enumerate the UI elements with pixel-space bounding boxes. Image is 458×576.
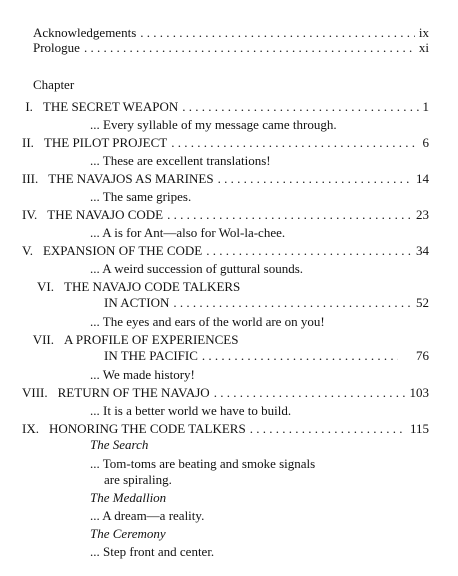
chapter-number: III. [22,171,39,186]
chapter-title: THE NAVAJO CODE [47,207,164,222]
entry-page: 52 [416,295,429,310]
section-epigraph: ... Step front and center. [90,544,215,559]
toc-entry-chapter-7-continued[interactable] [104,348,429,364]
entry-page: 115 [409,421,429,436]
chapter-epigraph: ... A is for Ant—also for Wol-la-chee. [90,225,286,240]
dot-leader [202,348,398,364]
chapter-epigraph: ... It is a better world we have to build. [90,403,292,418]
chapter-number: VIII. [22,385,48,400]
entry-page: 14 [416,171,429,186]
section-epigraph-continued: are spiraling. [104,472,172,487]
chapter-title: A PROFILE OF EXPERIENCES [64,332,239,347]
chapter-number: V. [22,243,33,258]
chapter-title-continued: IN ACTION [104,295,170,310]
chapter-epigraph: ... A weird succession of guttural sounds. [90,261,304,276]
toc-entry-acknowledgements[interactable] [33,25,429,41]
dot-leader [167,207,412,223]
dot-leader [171,135,418,151]
entry-page: 103 [409,385,429,400]
chapter-title: THE NAVAJO CODE TALKERS [64,279,241,294]
entry-page: xi [418,40,429,55]
entry-page: 76 [416,348,429,363]
dot-leader [250,421,406,437]
section-heading-the-ceremony: The Ceremony [90,526,166,541]
section-epigraph: ... A dream—a reality. [90,508,205,523]
dot-leader [140,25,415,41]
entry-page: 1 [422,99,429,114]
toc-entry-chapter-1[interactable] [22,99,429,115]
dot-leader [173,295,412,311]
chapter-epigraph: ... The eyes and ears of the world are on you! [90,314,325,329]
chapter-number: IX. [22,421,39,436]
dot-leader [182,99,418,115]
chapter-epigraph: ... Every syllable of my message came through. [90,117,337,132]
toc-entry-chapter-2[interactable] [22,135,429,151]
entry-page: 23 [416,207,429,222]
chapter-number: VII. [32,332,54,347]
toc-entry-prologue[interactable] [33,40,429,56]
section-heading-the-search: The Search [90,437,149,452]
toc-entry-chapter-3[interactable] [22,171,429,187]
entry-title: Acknowledgements [33,25,137,40]
chapter-title: HONORING THE CODE TALKERS [48,421,246,436]
chapter-title-continued: IN THE PACIFIC [104,348,198,363]
toc-entry-chapter-4[interactable] [22,207,429,223]
entry-page: ix [418,25,429,40]
dot-leader [84,40,415,56]
chapter-title: THE NAVAJOS AS MARINES [48,171,214,186]
dot-leader [214,385,406,401]
chapter-epigraph: ... These are excellent translations! [90,153,271,168]
section-heading-the-medallion: The Medallion [90,490,167,505]
entry-page: 34 [416,243,429,258]
toc-entry-chapter-6[interactable] [22,279,429,295]
chapter-number: II. [22,135,34,150]
chapter-epigraph: ... We made history! [90,367,195,382]
chapter-title: THE SECRET WEAPON [42,99,179,114]
chapter-epigraph: ... The same gripes. [90,189,192,204]
toc-entry-chapter-5[interactable] [22,243,429,259]
dot-leader [206,243,412,259]
section-epigraph: ... Tom-toms are beating and smoke signals [90,456,316,471]
chapter-heading: Chapter [33,77,75,92]
chapter-number: IV. [22,207,38,222]
toc-entry-chapter-8[interactable] [22,385,429,401]
entry-title: Prologue [33,40,80,55]
toc-entry-chapter-9[interactable] [22,421,429,437]
chapter-title: RETURN OF THE NAVAJO [57,385,210,400]
chapter-number: VI. [37,279,54,294]
toc-entry-chapter-7[interactable] [22,332,429,348]
chapter-title: THE PILOT PROJECT [43,135,168,150]
toc-entry-chapter-6-continued[interactable] [104,295,429,311]
entry-page: 6 [422,135,429,150]
chapter-number: I. [25,99,33,114]
dot-leader [218,171,412,187]
chapter-title: EXPANSION OF THE CODE [42,243,203,258]
